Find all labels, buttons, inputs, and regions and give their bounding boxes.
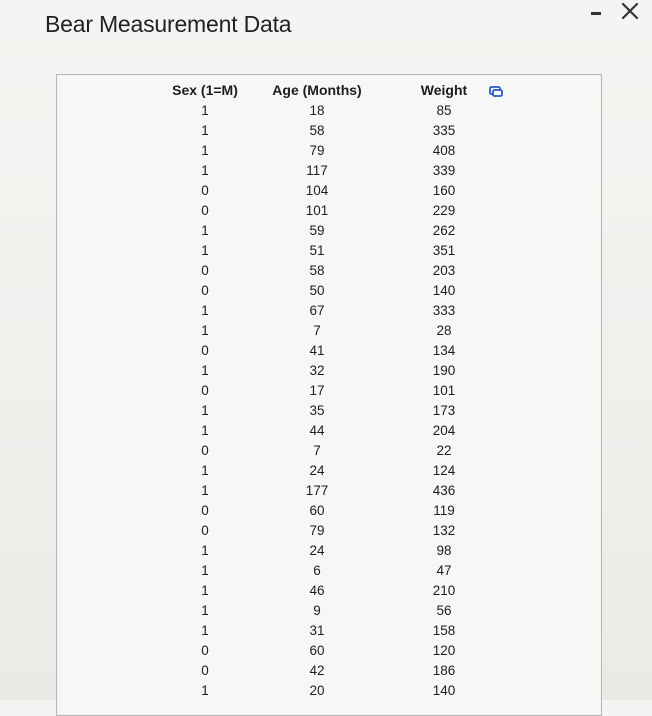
table-row [160, 440, 504, 460]
column-header-weight: Weight [420, 82, 468, 98]
dialog-title: Bear Measurement Data [45, 11, 292, 37]
cell-weight: 22 [436, 442, 452, 458]
cell-age: 24 [309, 462, 325, 478]
cell-age: 24 [309, 542, 325, 558]
table-row [160, 480, 504, 500]
column-header-sex: Sex (1=M) [172, 82, 238, 98]
cell-sex: 1 [201, 562, 209, 578]
cell-age: 59 [309, 222, 325, 238]
cell-age: 9 [313, 602, 321, 618]
table-row [160, 580, 504, 600]
cell-weight: 436 [432, 482, 456, 498]
cell-sex: 1 [201, 322, 209, 338]
cell-weight: 160 [432, 182, 456, 198]
cell-weight: 203 [432, 262, 456, 278]
cell-sex: 0 [201, 342, 209, 358]
table-row [160, 420, 504, 440]
cell-weight: 140 [432, 682, 456, 698]
cell-sex: 0 [201, 262, 209, 278]
cell-weight: 98 [436, 542, 452, 558]
cell-age: 67 [309, 302, 325, 318]
cell-age: 58 [309, 262, 325, 278]
cell-age: 35 [309, 402, 325, 418]
table-row [160, 180, 504, 200]
cell-age: 51 [309, 242, 325, 258]
close-icon [618, 0, 642, 24]
cell-weight: 351 [432, 242, 456, 258]
cell-age: 79 [309, 142, 325, 158]
cell-sex: 0 [201, 202, 209, 218]
table-header-row [160, 80, 504, 100]
cell-sex: 1 [201, 422, 209, 438]
table-row [160, 560, 504, 580]
cell-weight: 335 [432, 122, 456, 138]
cell-weight: 132 [432, 522, 456, 538]
cell-weight: 56 [436, 602, 452, 618]
table-row [160, 220, 504, 240]
cell-weight: 47 [436, 562, 452, 578]
table-row [160, 520, 504, 540]
table-row [160, 400, 504, 420]
table-row [160, 680, 504, 700]
cell-weight: 333 [432, 302, 456, 318]
cell-age: 6 [313, 562, 321, 578]
cell-sex: 1 [201, 402, 209, 418]
close-button[interactable] [618, 0, 642, 24]
table-row [160, 320, 504, 340]
table-row [160, 200, 504, 220]
bear-measurement-table [160, 80, 504, 700]
minimize-icon [591, 12, 601, 15]
table-row [160, 280, 504, 300]
cell-weight: 210 [432, 582, 456, 598]
cell-age: 117 [306, 162, 328, 178]
cell-age: 79 [309, 522, 325, 538]
cell-age: 58 [309, 122, 325, 138]
cell-weight: 28 [436, 322, 452, 338]
cell-age: 41 [309, 342, 325, 358]
cell-age: 101 [305, 202, 329, 218]
cell-sex: 1 [201, 362, 209, 378]
cell-age: 60 [309, 502, 325, 518]
cell-age: 20 [309, 682, 325, 698]
cell-weight: 124 [432, 462, 456, 478]
table-row [160, 380, 504, 400]
cell-sex: 1 [201, 102, 209, 118]
cell-weight: 262 [432, 222, 456, 238]
cell-age: 32 [309, 362, 325, 378]
cell-weight: 204 [432, 422, 456, 438]
cell-weight: 158 [432, 622, 456, 638]
cell-sex: 1 [201, 582, 209, 598]
cell-sex: 0 [201, 282, 209, 298]
table-row [160, 120, 504, 140]
cell-age: 7 [313, 322, 321, 338]
cell-sex: 0 [201, 182, 209, 198]
cell-weight: 190 [432, 362, 456, 378]
cell-age: 17 [309, 382, 325, 398]
cell-weight: 186 [432, 662, 456, 678]
cell-age: 60 [309, 642, 325, 658]
table-row [160, 300, 504, 320]
cell-age: 50 [309, 282, 325, 298]
cell-age: 31 [309, 622, 325, 638]
table-row [160, 620, 504, 640]
minimize-button[interactable] [588, 3, 606, 21]
cell-weight: 134 [432, 342, 456, 358]
cell-age: 44 [309, 422, 325, 438]
cell-weight: 119 [433, 502, 455, 518]
table-row [160, 140, 504, 160]
table-row [160, 260, 504, 280]
cell-weight: 85 [436, 102, 452, 118]
cell-age: 46 [309, 582, 325, 598]
cell-sex: 0 [201, 382, 209, 398]
cell-age: 18 [309, 102, 325, 118]
cell-sex: 1 [201, 122, 209, 138]
table-row [160, 460, 504, 480]
cell-sex: 1 [201, 142, 209, 158]
table-row [160, 640, 504, 660]
table-row [160, 660, 504, 680]
cell-sex: 1 [201, 622, 209, 638]
cell-sex: 1 [201, 602, 209, 618]
cell-sex: 0 [201, 442, 209, 458]
cell-sex: 1 [201, 222, 209, 238]
cell-sex: 1 [201, 682, 209, 698]
table-body [160, 100, 504, 700]
cell-sex: 1 [201, 162, 209, 178]
table-row [160, 500, 504, 520]
cell-weight: 339 [432, 162, 456, 178]
cell-sex: 1 [201, 542, 209, 558]
cell-sex: 1 [201, 302, 209, 318]
cell-weight: 229 [432, 202, 456, 218]
cell-sex: 1 [201, 242, 209, 258]
table-row [160, 340, 504, 360]
cell-sex: 0 [201, 662, 209, 678]
cell-sex: 0 [201, 502, 209, 518]
table-row [160, 600, 504, 620]
cell-sex: 1 [201, 482, 209, 498]
table-row [160, 160, 504, 180]
cell-weight: 120 [432, 642, 456, 658]
cell-sex: 0 [201, 642, 209, 658]
cell-age: 7 [313, 442, 321, 458]
table-row [160, 100, 504, 120]
cell-age: 177 [305, 482, 329, 498]
cell-age: 42 [309, 662, 325, 678]
cell-weight: 173 [432, 402, 456, 418]
cell-sex: 0 [201, 522, 209, 538]
cell-age: 104 [305, 182, 329, 198]
column-header-age: Age (Months) [272, 82, 362, 98]
table-row [160, 360, 504, 380]
table-row [160, 240, 504, 260]
cell-weight: 140 [432, 282, 456, 298]
cell-weight: 101 [432, 382, 456, 398]
cell-weight: 408 [432, 142, 456, 158]
table-row [160, 540, 504, 560]
cell-sex: 1 [201, 462, 209, 478]
